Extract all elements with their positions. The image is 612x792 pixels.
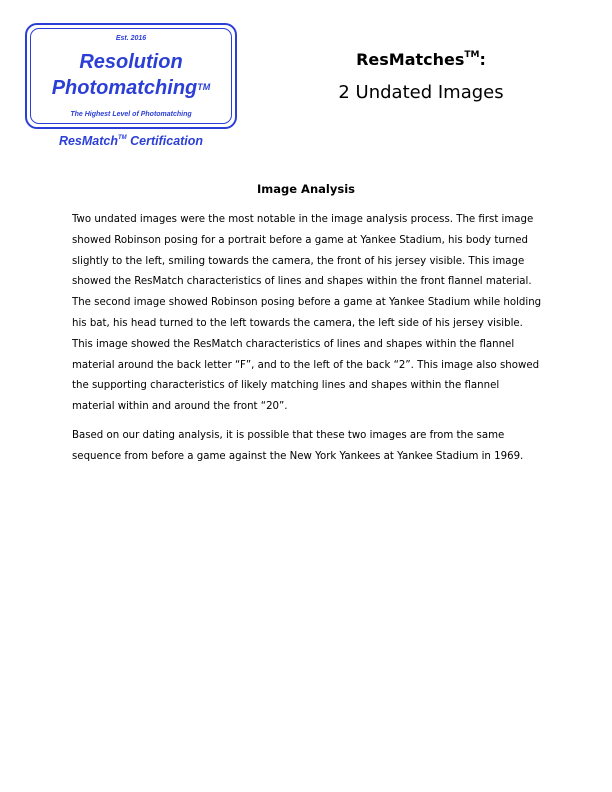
page-subtitle: 2 Undated Images <box>338 82 504 103</box>
certification-suffix: Certification <box>126 134 204 148</box>
section-heading: Image Analysis <box>257 182 355 196</box>
certification-name: ResMatch <box>58 134 118 148</box>
logo-name-line1: Resolution <box>79 51 183 73</box>
logo-trademark: TM <box>197 82 211 92</box>
analysis-paragraph-1: Two undated images were the most notable in the image analysis process. The first image showed Robinson posing for a portrait before a game at Yankee Stadium, his body turned slightly to the left, smiling towards the camera, the front of his jersey visible. This image showed the ResMatch characteristics of lines and shapes within the front flannel material. The second image showed Robinson posing before a game at Yankee Stadium while holding his bat, his head turned to the left towards the camera, the left side of his jersey visible. This image showed the ResMatch characteristics of lines and shapes within the flannel material around the back letter “F”, and to the left of the back “2”. This image also showed the supporting characteristics of likely matching lines and shapes within the flannel material within and around the front “20”. <box>72 214 542 413</box>
page-title-text: ResMatches <box>356 50 465 69</box>
page-title-suffix: : <box>479 50 486 69</box>
page-title <box>330 50 512 69</box>
logo-name-line2-text: Photomatching <box>51 77 198 99</box>
certification-label <box>25 134 237 148</box>
page-title-trademark: TM <box>464 50 480 60</box>
logo-established: Est. 2016 <box>115 35 147 42</box>
company-logo <box>25 23 237 129</box>
logo-name-line2 <box>27 77 235 99</box>
logo-tagline: The Highest Level of Photomatching <box>70 111 192 118</box>
certification-trademark: TM <box>117 135 127 141</box>
logo-inner-border <box>30 28 232 124</box>
analysis-paragraph-2: Based on our dating analysis, it is possible that these two images are from the same sequence from before a game against the New York Yankees at Yankee Stadium in 1969. <box>72 430 524 462</box>
